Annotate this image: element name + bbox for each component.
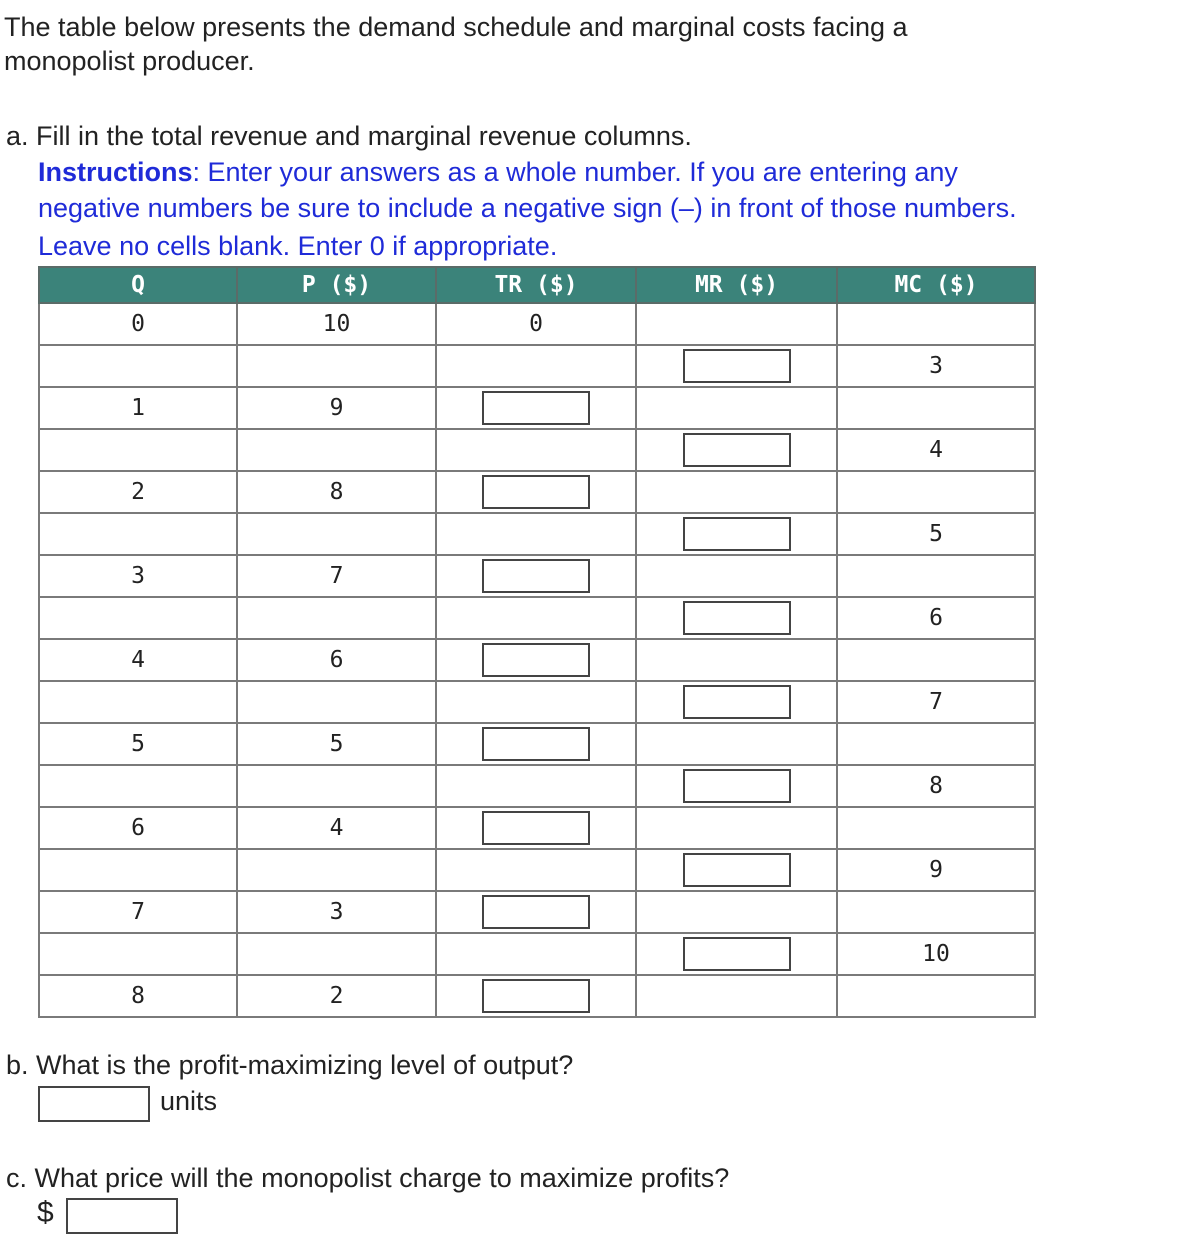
cell-mr [636,975,837,1017]
cell-mc [837,471,1035,513]
cell-mr [636,513,837,555]
cell-mc: 4 [837,429,1035,471]
cell-q: 0 [39,303,237,345]
cell-mr [636,303,837,345]
cell-p [237,513,436,555]
mr-answer-input[interactable] [683,685,791,719]
mr-answer-input[interactable] [683,601,791,635]
table-row [39,471,1035,513]
table-row [39,933,1035,975]
cell-p [237,933,436,975]
cell-tr [436,639,636,681]
mr-answer-input[interactable] [683,937,791,971]
cell-p: 2 [237,975,436,1017]
tr-answer-input[interactable] [482,895,590,929]
cell-tr [436,849,636,891]
cell-q: 5 [39,723,237,765]
cell-mr [636,471,837,513]
cell-mr [636,597,837,639]
table-row [39,513,1035,555]
dollar-sign: $ [37,1196,54,1229]
cell-tr [436,975,636,1017]
cell-p [237,345,436,387]
cell-q [39,597,237,639]
instructions-line-1: : Enter your answers as a whole number. If you are entering any [192,157,958,187]
intro-text [4,10,908,78]
cell-p: 6 [237,639,436,681]
cell-tr [436,681,636,723]
cell-p: 7 [237,555,436,597]
tr-answer-input[interactable] [482,727,590,761]
table-row [39,807,1035,849]
tr-answer-input[interactable] [482,559,590,593]
cell-tr [436,933,636,975]
cell-mr [636,639,837,681]
tr-answer-input[interactable] [482,643,590,677]
cell-mc: 10 [837,933,1035,975]
cell-p [237,429,436,471]
instructions [38,155,1017,265]
cell-mr [636,849,837,891]
instructions-line-2: negative numbers be sure to include a negative sign (–) in front of those numbers. [38,193,1017,223]
header-mc: MC ($) [837,267,1035,303]
cell-q [39,513,237,555]
table-row [39,345,1035,387]
table-row [39,975,1035,1017]
mr-answer-input[interactable] [683,517,791,551]
table-row [39,765,1035,807]
cell-mc [837,555,1035,597]
table-row [39,681,1035,723]
cell-mc [837,387,1035,429]
cell-tr [436,513,636,555]
cell-mr [636,723,837,765]
cell-p [237,765,436,807]
cell-mc [837,975,1035,1017]
mr-answer-input[interactable] [683,853,791,887]
table-row [39,429,1035,471]
instructions-label: Instructions [38,157,193,187]
mr-answer-input[interactable] [683,349,791,383]
part-b-question: b. What is the profit-maximizing level of output? [6,1050,574,1080]
output-answer-input[interactable] [38,1086,150,1122]
table-row [39,891,1035,933]
table-header-row [39,267,1035,303]
cell-p [237,597,436,639]
schedule-table [38,266,1036,1018]
cell-q: 2 [39,471,237,513]
cell-mc: 3 [837,345,1035,387]
price-answer-input[interactable] [66,1198,178,1234]
cell-mr [636,345,837,387]
cell-tr [436,345,636,387]
cell-q: 8 [39,975,237,1017]
table-row [39,639,1035,681]
tr-answer-input[interactable] [482,475,590,509]
cell-tr [436,387,636,429]
cell-tr [436,891,636,933]
tr-answer-input[interactable] [482,979,590,1013]
header-p: P ($) [237,267,436,303]
cell-p: 3 [237,891,436,933]
cell-q: 7 [39,891,237,933]
part-a-question: a. Fill in the total revenue and marginal revenue columns. [6,121,692,151]
cell-mc [837,639,1035,681]
table-row [39,303,1035,345]
units-label: units [160,1086,218,1116]
table-body [39,303,1035,1017]
cell-q [39,681,237,723]
mr-answer-input[interactable] [683,769,791,803]
tr-answer-input[interactable] [482,391,590,425]
cell-q: 3 [39,555,237,597]
cell-p: 8 [237,471,436,513]
cell-tr [436,723,636,765]
cell-q: 6 [39,807,237,849]
cell-mc: 9 [837,849,1035,891]
cell-mc: 5 [837,513,1035,555]
cell-q [39,933,237,975]
cell-mr [636,807,837,849]
cell-q [39,345,237,387]
table-row [39,555,1035,597]
cell-q [39,849,237,891]
cell-mr [636,555,837,597]
cell-tr [436,765,636,807]
table-row [39,597,1035,639]
intro-line-1: The table below presents the demand schedule and marginal costs facing a [4,12,908,42]
intro-line-2: monopolist producer. [4,46,255,76]
cell-mc: 8 [837,765,1035,807]
cell-p: 10 [237,303,436,345]
cell-mc [837,723,1035,765]
table-row [39,723,1035,765]
cell-tr [436,807,636,849]
cell-tr [436,555,636,597]
cell-mr [636,429,837,471]
header-mr: MR ($) [636,267,837,303]
cell-p [237,681,436,723]
table-row [39,387,1035,429]
header-q: Q [39,267,237,303]
cell-mc: 6 [837,597,1035,639]
cell-p: 5 [237,723,436,765]
tr-answer-input[interactable] [482,811,590,845]
cell-p: 4 [237,807,436,849]
cell-p: 9 [237,387,436,429]
header-tr: TR ($) [436,267,636,303]
cell-mr [636,765,837,807]
cell-mc [837,303,1035,345]
cell-mr [636,681,837,723]
cell-q [39,765,237,807]
cell-q [39,429,237,471]
cell-p [237,849,436,891]
part-c-question: c. What price will the monopolist charge to maximize profits? [6,1163,730,1193]
table-row [39,849,1035,891]
cell-mc [837,807,1035,849]
cell-mr [636,933,837,975]
cell-mc: 7 [837,681,1035,723]
cell-tr [436,471,636,513]
cell-tr [436,429,636,471]
mr-answer-input[interactable] [683,433,791,467]
instructions-line-3: Leave no cells blank. Enter 0 if appropriate. [38,231,558,261]
cell-mc [837,891,1035,933]
cell-q: 4 [39,639,237,681]
cell-mr [636,891,837,933]
cell-tr: 0 [436,303,636,345]
cell-mr [636,387,837,429]
cell-q: 1 [39,387,237,429]
cell-tr [436,597,636,639]
